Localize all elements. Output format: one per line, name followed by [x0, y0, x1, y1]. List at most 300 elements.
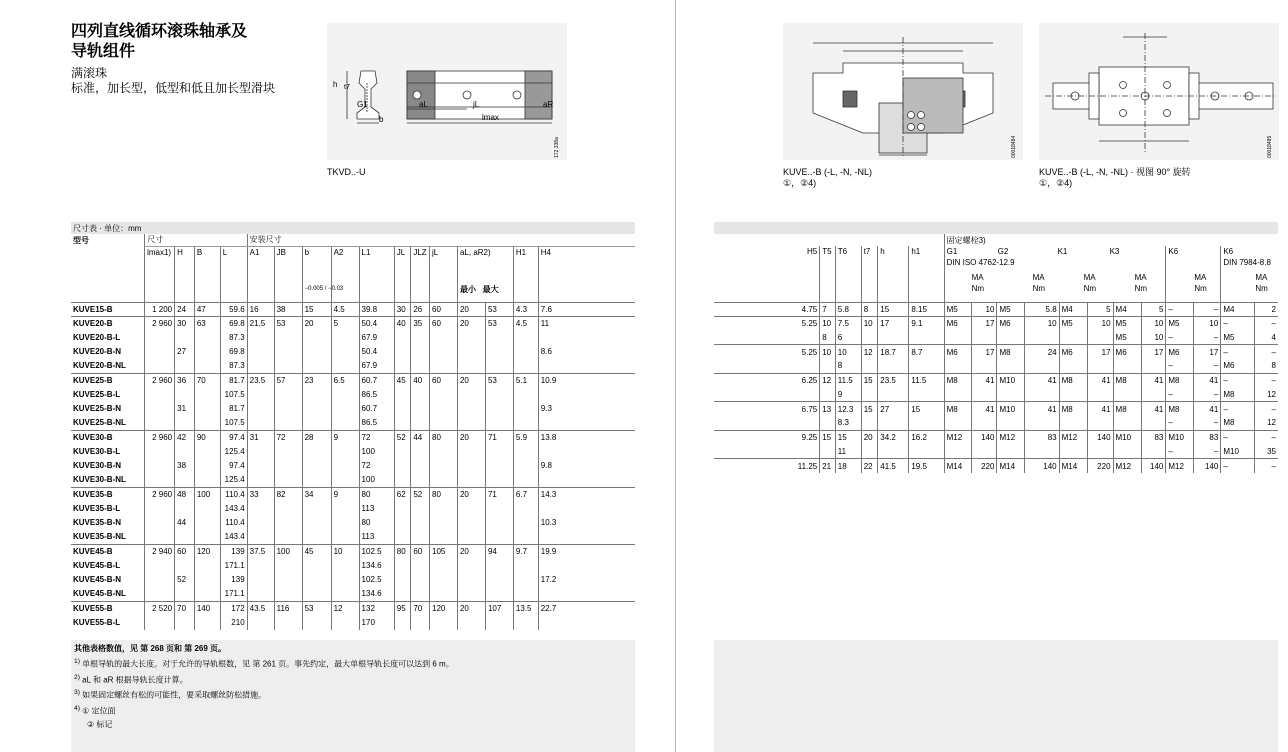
value-cell: [175, 559, 195, 573]
table-row: [71, 530, 635, 544]
value-cell: 9.8: [538, 459, 635, 473]
fig-code: 172 338a: [554, 137, 560, 158]
value-cell: [411, 559, 430, 573]
value-cell: [175, 445, 195, 459]
label-al: aL: [419, 100, 428, 109]
value-cell: 22.7: [538, 601, 635, 615]
value-cell: 139: [220, 544, 247, 558]
value-cell: 80: [359, 516, 394, 530]
table-row: [71, 359, 635, 373]
value-cell: 110.4: [220, 487, 247, 501]
value-cell: [394, 402, 411, 416]
value-cell: [394, 587, 411, 601]
value-cell: 5.25: [714, 345, 820, 359]
table-row: [71, 559, 635, 573]
col-jl-rail: jL: [430, 246, 458, 302]
value-cell: 63: [194, 316, 220, 330]
page-subtitle: [71, 66, 275, 96]
value-cell: [247, 359, 274, 373]
col-k6-b: [1221, 246, 1278, 302]
table-row: [714, 459, 1278, 473]
value-cell: [714, 445, 820, 459]
value-cell: [430, 459, 458, 473]
col-l: L: [220, 246, 247, 302]
value-cell: [909, 331, 944, 345]
value-cell: 10: [971, 302, 997, 316]
table-row: [714, 388, 1278, 402]
value-cell: [430, 388, 458, 402]
value-cell: [194, 502, 220, 516]
value-cell: 21.5: [247, 316, 274, 330]
value-cell: 17: [1087, 345, 1113, 359]
value-cell: [485, 473, 513, 487]
value-cell: [861, 331, 878, 345]
col-jb: JB: [274, 246, 302, 302]
value-cell: 11: [835, 445, 861, 459]
fig2-caption-text: KUVE..-B (-L, -N, -NL) · 视图 90° 旋转: [1039, 167, 1191, 177]
value-cell: 17: [971, 316, 997, 330]
table-row: [71, 502, 635, 516]
value-cell: [1087, 359, 1113, 373]
value-cell: M10: [1166, 430, 1194, 444]
value-cell: [861, 359, 878, 373]
value-cell: [331, 616, 359, 630]
value-cell: [411, 331, 430, 345]
value-cell: 70: [175, 601, 195, 615]
value-cell: 72: [359, 430, 394, 444]
designation-cell: KUVE20-B-N: [73, 347, 122, 357]
value-cell: 45: [302, 544, 331, 558]
designation-cell: KUVE30-B: [71, 430, 145, 444]
value-cell: M6: [1113, 345, 1141, 359]
value-cell: 69.8: [220, 316, 247, 330]
value-cell: [909, 359, 944, 373]
value-cell: 6.75: [714, 402, 820, 416]
value-cell: [909, 416, 944, 430]
value-cell: [194, 331, 220, 345]
value-cell: –: [1254, 316, 1278, 330]
value-cell: 4.3: [513, 302, 538, 316]
value-cell: [997, 359, 1025, 373]
value-cell: [1113, 359, 1141, 373]
value-cell: [194, 530, 220, 544]
value-cell: 36: [175, 373, 195, 387]
value-cell: 60: [430, 316, 458, 330]
col-t5: T5: [820, 246, 836, 302]
value-cell: [997, 445, 1025, 459]
value-cell: [971, 416, 997, 430]
value-cell: 34.2: [878, 430, 909, 444]
value-cell: [411, 359, 430, 373]
value-cell: [194, 559, 220, 573]
value-cell: 71: [485, 430, 513, 444]
value-cell: 80: [359, 487, 394, 501]
value-cell: 6.25: [714, 373, 820, 387]
value-cell: [430, 473, 458, 487]
value-cell: [538, 587, 635, 601]
value-cell: 143.4: [220, 502, 247, 516]
value-cell: 42: [175, 430, 195, 444]
value-cell: 43.5: [247, 601, 274, 615]
label-g1: G1: [357, 100, 368, 109]
designation-cell: KUVE35-B: [71, 487, 145, 501]
value-cell: 8: [820, 331, 836, 345]
value-cell: 210: [220, 616, 247, 630]
value-cell: [861, 445, 878, 459]
value-cell: [861, 388, 878, 402]
table-row: [71, 487, 635, 501]
col-h1-right: h1: [909, 246, 944, 302]
value-cell: 4.5: [513, 316, 538, 330]
value-cell: [274, 445, 302, 459]
value-cell: 10: [820, 316, 836, 330]
value-cell: [513, 559, 538, 573]
value-cell: 59.6: [220, 302, 247, 316]
value-cell: 90: [194, 430, 220, 444]
value-cell: 17.2: [538, 573, 635, 587]
ma-g2: MA Nm: [1032, 273, 1046, 293]
value-cell: [457, 516, 485, 530]
value-cell: [485, 445, 513, 459]
col-k6-b-label: K6: [1223, 247, 1234, 256]
value-cell: –: [1166, 416, 1194, 430]
designation-cell: KUVE15-B: [71, 302, 145, 316]
carriage-top-drawing: [1039, 23, 1279, 160]
value-cell: [274, 388, 302, 402]
value-cell: [457, 416, 485, 430]
value-cell: 107.5: [220, 416, 247, 430]
value-cell: 134.6: [359, 559, 394, 573]
value-cell: [194, 345, 220, 359]
value-cell: –: [1254, 373, 1278, 387]
table-row: [71, 345, 635, 359]
value-cell: 19.5: [909, 459, 944, 473]
value-cell: 11: [538, 316, 635, 330]
value-cell: [331, 473, 359, 487]
carriage-section-drawing: [783, 23, 1023, 160]
value-cell: M8: [1166, 373, 1194, 387]
table-row: [71, 473, 635, 487]
value-cell: –: [1221, 316, 1254, 330]
value-cell: [1141, 359, 1166, 373]
value-cell: [1059, 331, 1087, 345]
value-cell: 37.5: [247, 544, 274, 558]
value-cell: 7: [820, 302, 836, 316]
footnote-4b: ② 标记: [87, 719, 113, 729]
designation-cell: KUVE55-B-L: [73, 618, 121, 628]
value-cell: [430, 359, 458, 373]
value-cell: [513, 473, 538, 487]
value-cell: 107: [485, 601, 513, 615]
col-iso-group: [944, 246, 1166, 302]
value-cell: 10: [861, 316, 878, 330]
table-row: [71, 459, 635, 473]
value-cell: –: [1194, 388, 1221, 402]
value-cell: M6: [997, 316, 1025, 330]
fig2-caption: [1039, 167, 1191, 189]
value-cell: 87.3: [220, 359, 247, 373]
value-cell: –: [1221, 430, 1254, 444]
value-cell: 120: [430, 601, 458, 615]
value-cell: [457, 459, 485, 473]
value-cell: M5: [1113, 331, 1141, 345]
footnote-3: $^{3)}$ 如果固定螺丝有松的可能性，要采取螺丝防松措施。: [74, 689, 267, 700]
value-cell: 34: [302, 487, 331, 501]
table-row: [71, 402, 635, 416]
value-cell: [513, 402, 538, 416]
value-cell: M8: [997, 345, 1025, 359]
value-cell: 40: [411, 373, 430, 387]
dimension-table-right-body: [714, 222, 1278, 473]
iso-screw-labels: [947, 246, 1164, 257]
value-cell: 17: [971, 345, 997, 359]
value-cell: M10: [997, 402, 1025, 416]
value-cell: [861, 416, 878, 430]
value-cell: [302, 530, 331, 544]
value-cell: [411, 459, 430, 473]
value-cell: 20: [457, 373, 485, 387]
value-cell: 47: [194, 302, 220, 316]
value-cell: 20: [457, 544, 485, 558]
ma-g1: MA Nm: [971, 273, 985, 293]
value-cell: M8: [944, 373, 971, 387]
value-cell: 10: [835, 345, 861, 359]
value-cell: 113: [359, 502, 394, 516]
value-cell: [714, 331, 820, 345]
table-row: [714, 416, 1278, 430]
value-cell: [430, 573, 458, 587]
value-cell: [714, 359, 820, 373]
value-cell: [513, 331, 538, 345]
value-cell: 62: [394, 487, 411, 501]
value-cell: [247, 459, 274, 473]
header-designation: 型号: [73, 235, 89, 245]
value-cell: [485, 530, 513, 544]
value-cell: 2 520: [145, 601, 175, 615]
value-cell: 15: [909, 402, 944, 416]
value-cell: –: [1254, 402, 1278, 416]
carriage-top-svg: [1039, 23, 1279, 160]
col-a1: A1: [247, 246, 274, 302]
value-cell: 10: [1194, 316, 1221, 330]
value-cell: [145, 331, 175, 345]
value-cell: 171.1: [220, 587, 247, 601]
value-cell: 6.7: [513, 487, 538, 501]
value-cell: [457, 502, 485, 516]
value-cell: 8.3: [835, 416, 861, 430]
value-cell: 86.5: [359, 416, 394, 430]
value-cell: [394, 445, 411, 459]
value-cell: [331, 359, 359, 373]
value-cell: [331, 331, 359, 345]
value-cell: 80: [430, 487, 458, 501]
table-row: [714, 331, 1278, 345]
value-cell: [247, 473, 274, 487]
value-cell: [145, 359, 175, 373]
value-cell: 81.7: [220, 402, 247, 416]
table-row: [714, 445, 1278, 459]
value-cell: 83: [1194, 430, 1221, 444]
right-footer-band: [714, 640, 1278, 752]
value-cell: [331, 502, 359, 516]
value-cell: 52: [394, 430, 411, 444]
value-cell: 12: [1254, 416, 1278, 430]
value-cell: 4.5: [331, 302, 359, 316]
value-cell: 53: [302, 601, 331, 615]
value-cell: [394, 616, 411, 630]
value-cell: 83: [1025, 430, 1059, 444]
value-cell: [430, 331, 458, 345]
value-cell: 2: [1254, 302, 1278, 316]
value-cell: [247, 516, 274, 530]
value-cell: [538, 616, 635, 630]
value-cell: 120: [194, 544, 220, 558]
value-cell: [274, 473, 302, 487]
value-cell: 100: [194, 487, 220, 501]
value-cell: [538, 416, 635, 430]
value-cell: 9.25: [714, 430, 820, 444]
value-cell: 28: [302, 430, 331, 444]
value-cell: 100: [359, 473, 394, 487]
value-cell: [247, 345, 274, 359]
value-cell: 9.3: [538, 402, 635, 416]
value-cell: [394, 459, 411, 473]
value-cell: 41: [1087, 402, 1113, 416]
value-cell: [302, 516, 331, 530]
value-cell: [1059, 359, 1087, 373]
value-cell: 2 940: [145, 544, 175, 558]
designation-cell: KUVE35-B-L: [73, 504, 121, 514]
value-cell: [302, 359, 331, 373]
value-cell: [302, 445, 331, 459]
col-k1: K1: [1057, 247, 1068, 256]
value-cell: 41: [1194, 402, 1221, 416]
value-cell: 30: [175, 316, 195, 330]
value-cell: [714, 416, 820, 430]
designation-cell: KUVE45-B-NL: [73, 589, 126, 599]
value-cell: M12: [997, 430, 1025, 444]
value-cell: 170: [359, 616, 394, 630]
ma-k6-b: MA Nm: [1255, 273, 1268, 293]
value-cell: –: [1166, 388, 1194, 402]
value-cell: 41: [1025, 373, 1059, 387]
table-row: [71, 616, 635, 630]
value-cell: [457, 445, 485, 459]
value-cell: [411, 416, 430, 430]
value-cell: [331, 573, 359, 587]
value-cell: [274, 459, 302, 473]
value-cell: 5.8: [835, 302, 861, 316]
value-cell: 14.3: [538, 487, 635, 501]
value-cell: M10: [1221, 445, 1254, 459]
value-cell: [331, 587, 359, 601]
designation-cell: KUVE45-B-L: [73, 561, 121, 571]
table-row: [71, 416, 635, 430]
value-cell: [485, 345, 513, 359]
value-cell: 172: [220, 601, 247, 615]
value-cell: [457, 559, 485, 573]
fig1-caption: [783, 167, 872, 189]
fig1-caption-text: KUVE..-B (-L, -N, -NL): [783, 167, 873, 177]
designation-cell: KUVE35-B-N: [73, 518, 122, 528]
value-cell: M5: [997, 302, 1025, 316]
value-cell: 5: [331, 316, 359, 330]
value-cell: [944, 445, 971, 459]
value-cell: 35: [411, 316, 430, 330]
value-cell: 15: [861, 373, 878, 387]
value-cell: 33: [247, 487, 274, 501]
value-cell: [302, 473, 331, 487]
col-jlz: JLZ: [411, 246, 430, 302]
header-designation-spacer: [71, 246, 145, 302]
value-cell: [394, 530, 411, 544]
value-cell: 7.5: [835, 316, 861, 330]
col-t7: t7: [861, 246, 878, 302]
value-cell: [145, 587, 175, 601]
value-cell: [274, 616, 302, 630]
value-cell: 4.75: [714, 302, 820, 316]
value-cell: [1025, 445, 1059, 459]
value-cell: [485, 359, 513, 373]
value-cell: 10: [1141, 316, 1166, 330]
value-cell: [175, 416, 195, 430]
value-cell: [411, 616, 430, 630]
value-cell: [1087, 331, 1113, 345]
value-cell: [175, 530, 195, 544]
value-cell: 15: [302, 302, 331, 316]
value-cell: 2 960: [145, 316, 175, 330]
col-k6-a-label: K6: [1168, 247, 1179, 256]
label-lmax: lmax: [482, 113, 499, 122]
value-cell: 20: [457, 487, 485, 501]
fig2-marks: ①，②4): [1039, 178, 1073, 188]
value-cell: [247, 388, 274, 402]
ma-units-iso: [947, 272, 1164, 294]
value-cell: [194, 416, 220, 430]
value-cell: 97.4: [220, 459, 247, 473]
value-cell: 8.6: [538, 345, 635, 359]
value-cell: M5: [1059, 316, 1087, 330]
value-cell: 38: [175, 459, 195, 473]
value-cell: [331, 559, 359, 573]
table-row: [714, 359, 1278, 373]
table-row: [714, 373, 1278, 387]
value-cell: [411, 502, 430, 516]
value-cell: –: [1194, 359, 1221, 373]
value-cell: [1141, 445, 1166, 459]
value-cell: 17: [878, 316, 909, 330]
value-cell: 18: [835, 459, 861, 473]
value-cell: M8: [1059, 373, 1087, 387]
value-cell: [274, 359, 302, 373]
value-cell: 21: [820, 459, 836, 473]
value-cell: 2 960: [145, 487, 175, 501]
value-cell: [394, 331, 411, 345]
value-cell: [1113, 445, 1141, 459]
value-cell: [538, 388, 635, 402]
value-cell: M10: [997, 373, 1025, 387]
table-row: [714, 316, 1278, 330]
value-cell: [411, 530, 430, 544]
value-cell: M8: [944, 402, 971, 416]
designation-cell: KUVE25-B: [71, 373, 145, 387]
value-cell: [1087, 445, 1113, 459]
value-cell: [302, 559, 331, 573]
value-cell: 41: [971, 373, 997, 387]
value-cell: [457, 573, 485, 587]
value-cell: [302, 416, 331, 430]
din-k6-label: DIN 7984-8.8: [1223, 258, 1271, 267]
